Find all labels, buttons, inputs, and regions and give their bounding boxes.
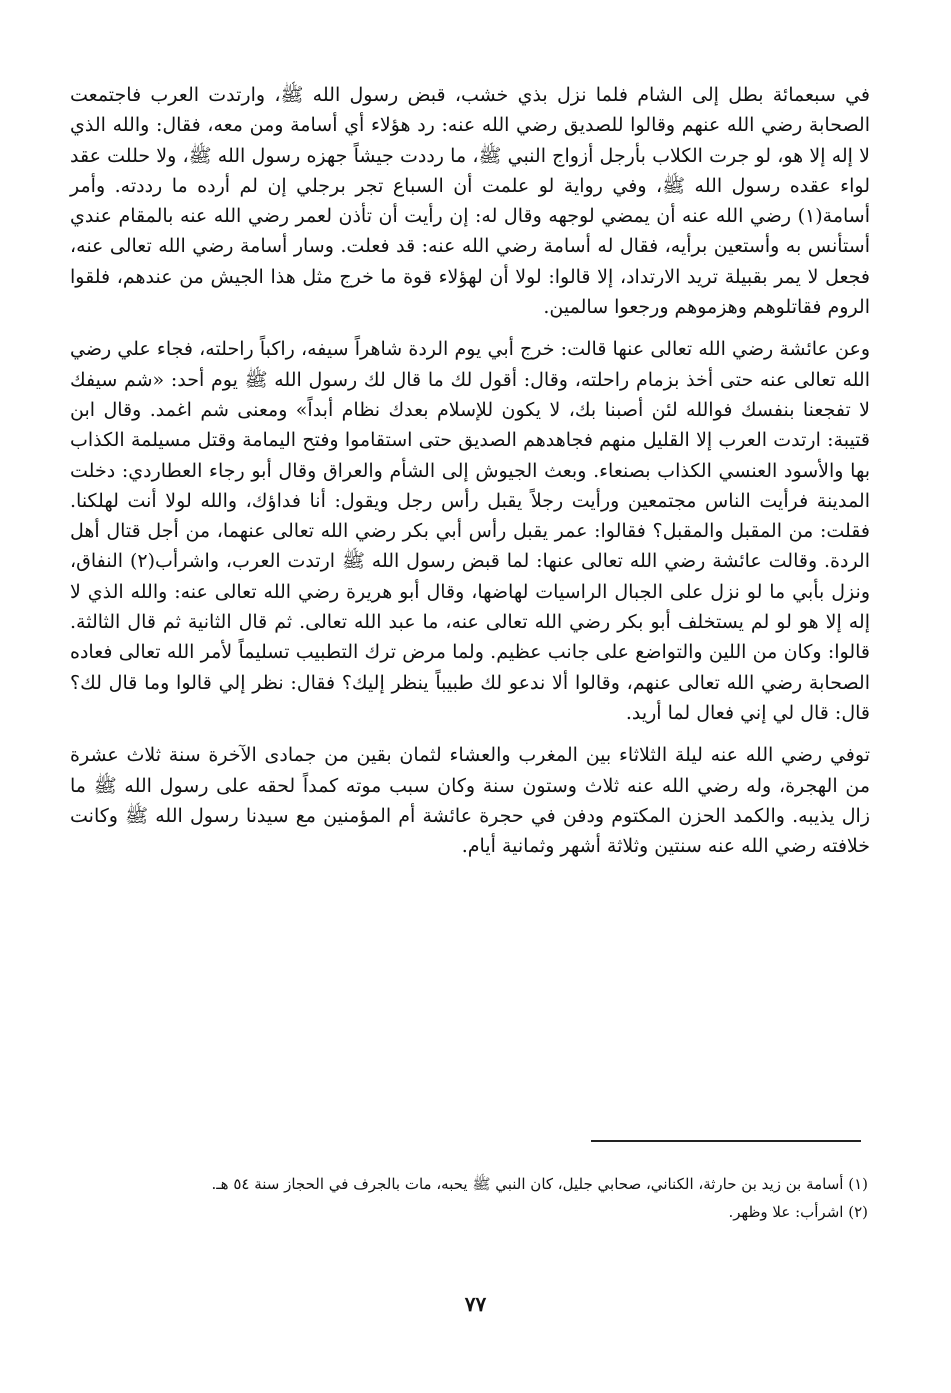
- main-text: [70, 80, 870, 873]
- footnotes: [78, 1170, 868, 1226]
- page-number: ٧٧: [464, 1292, 487, 1316]
- footnote-divider: [591, 1140, 861, 1142]
- footnote-1: (١) أسامة بن زيد بن حارثة، الكناني، صحابي جليل، كان النبي ﷺ يحبه، مات بالجرف في الحجاز سنة ٥٤ هـ.: [211, 1175, 868, 1193]
- paragraph-3: توفي رضي الله عنه ليلة الثلاثاء بين المغرب والعشاء لثمان بقين من جمادى الآخرة سنة ثلاث عشرة من الهجرة، وله رضي الله عنه ثلاث وستون سنة وكان سبب موته كمداً لحقه على رسول الله ﷺ ما زال يذيبه. والكمد الحزن المكتوم ودفن في حجرة عائشة أم المؤمنين مع سيدنا رسول الله ﷺ وكانت خلافته رضي الله عنه سنتين وثلاثة أشهر وثمانية أيام.: [70, 744, 870, 858]
- paragraph-1: في سبعمائة بطل إلى الشام فلما نزل بذي خشب، قبض رسول الله ﷺ، وارتدت العرب فاجتمعت الصحابة رضي الله عنهم وقالوا للصديق رضي الله عنه: رد هؤلاء أي أسامة ومن معه، فقال: والله الذي لا إله إلا هو، لو جرت الكلاب بأرجل أزواج النبي ﷺ، ما رددت جيشاً جهزه رسول الله ﷺ، ولا حللت عقد لواء عقده رسول الله ﷺ، وفي رواية لو علمت أن السباع تجر برجلي إن لم أرده ما رددته. وأمر أسامة(١) رضي الله عنه أن يمضي لوجهه وقال له: إن رأيت أن تأذن لعمر رضي الله عنه بالمقام عندي أستأنس به وأستعين برأيه، فقال له أسامة رضي الله عنه: قد فعلت. وسار أسامة رضي الله تعالى عنه، فجعل لا يمر بقبيلة تريد الارتداد، إلا قالوا: لولا أن لهؤلاء قوة ما خرج مثل هذا الجيش من عندهم، فلقوا الروم فقاتلوهم وهزموهم ورجعوا سالمين.: [70, 84, 871, 319]
- paragraph-2: وعن عائشة رضي الله تعالى عنها قالت: خرج أبي يوم الردة شاهراً سيفه، راكباً راحلته، فجاء علي رضي الله تعالى عنه حتى أخذ بزمام راحلته، وقال: أقول لك ما قال لك رسول الله ﷺ يوم أحد: «شم سيفك لا تفجعنا بنفسك فوالله لئن أصبنا بك، لا يكون للإسلام بعدك نظام أبداً» ومعنى شم اغمد. وقال ابن قتيبة: ارتدت العرب إلا القليل منهم فجاهدهم الصديق حتى استقاموا وفتح اليمامة وقتل مسيلمة الكذاب بها والأسود العنسي الكذاب بصنعاء. وبعث الجيوش إلى الشأم والعراق وقال أبو رجاء العطاردي: دخلت المدينة فرأيت الناس مجتمعين ورأيت رجلاً يقبل رأس رجل ويقول: أنا فداؤك، والله لولا أنت لهلكنا. فقلت: من المقبل والمقبل؟ فقالوا: عمر يقبل رأس أبي بكر رضي الله تعالى عنهما، من أجل قتال أهل الردة. وقالت عائشة رضي الله تعالى عنها: لما قبض رسول الله ﷺ ارتدت العرب، واشرأب(٢) النفاق، ونزل بأبي ما لو نزل على الجبال الراسيات لهاضها، وقال أبو هريرة رضي الله تعالى عنه: والله الذي لا إله إلا هو لو لم يستخلف أبو بكر رضي الله تعالى عنه، ما عبد الله تعالى. ثم قال الثانية ثم قال الثالثة. قالوا: وكان من اللين والتواضع على جانب عظيم. ولما مرض ترك التطبيب تسليماً لأمر الله تعالى فعاده الصحابة رضي الله تعالى عنهم، وقالوا ألا ندعو لك طبيباً ينظر إليك؟ فقال: نظر إلي قالوا وما قال لك؟ قال: قال لي إني فعال لما أريد.: [70, 338, 871, 724]
- footnote-2: (٢) اشرأب: علا وظهر.: [728, 1203, 868, 1221]
